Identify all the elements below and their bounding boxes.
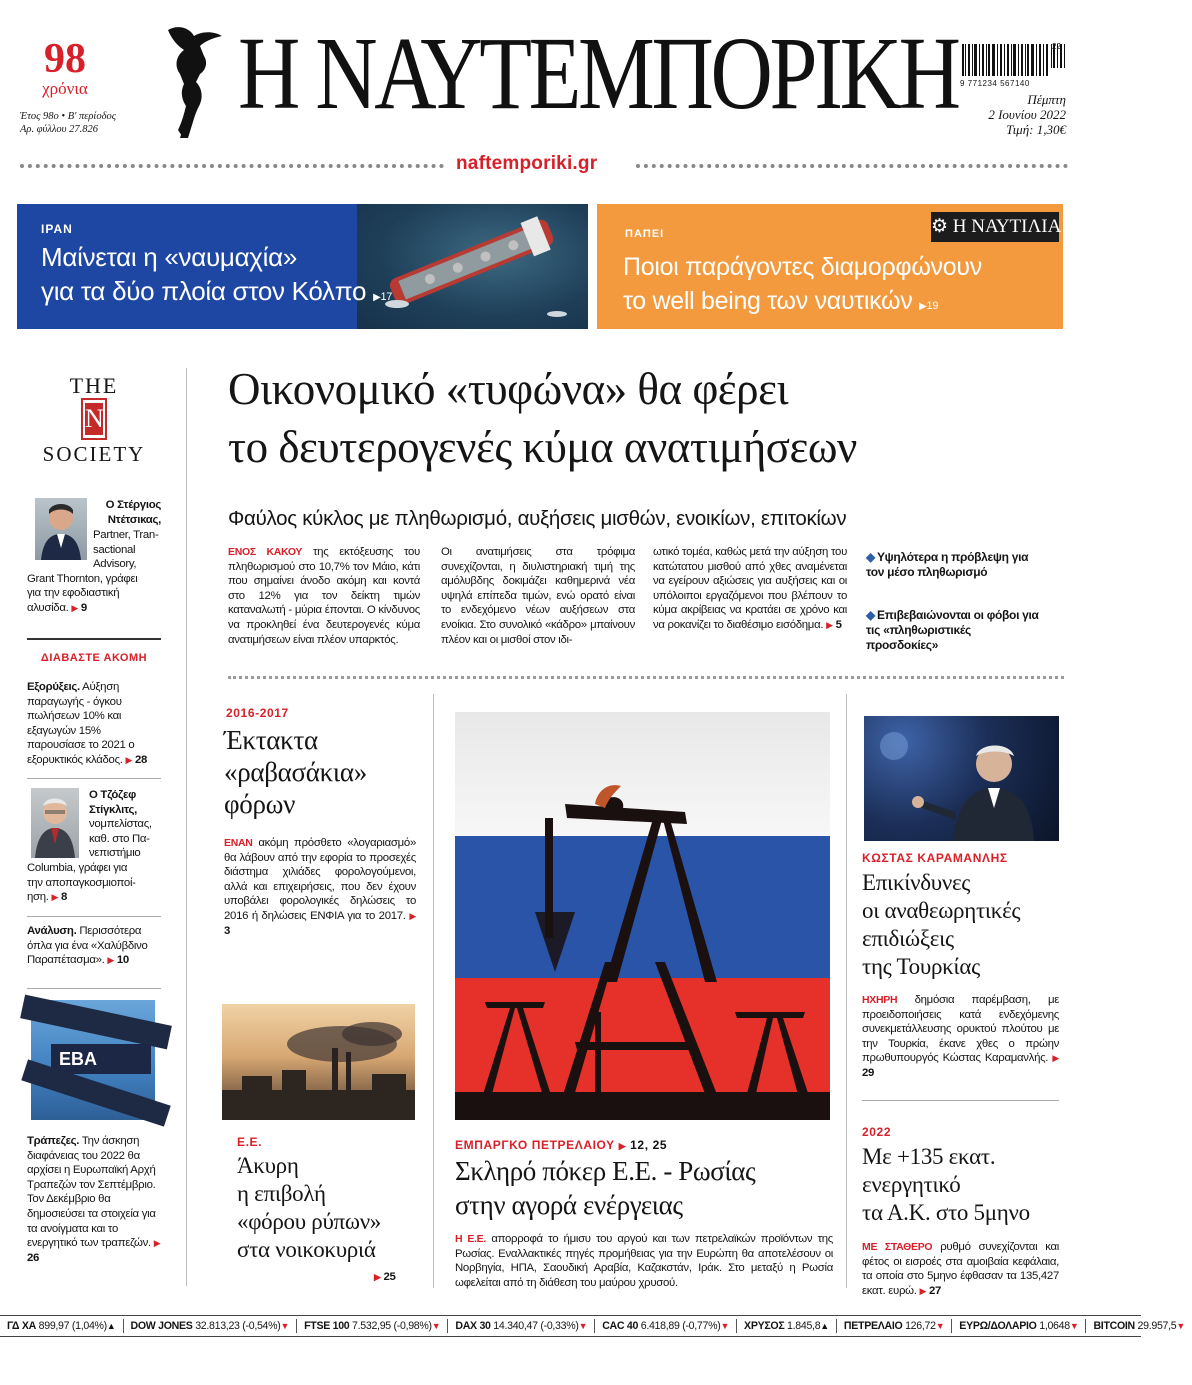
ticker-value: 29.957,5: [1137, 1320, 1177, 1332]
story-eu-headline[interactable]: [237, 1152, 381, 1264]
story-eu-headline-3: «φόρου ρύπων»: [237, 1209, 382, 1234]
column-separator-center-left: [433, 694, 434, 1288]
ticker-item: [124, 1319, 298, 1333]
story-tax-kicker: 2016-2017: [226, 706, 289, 720]
banner-iran-headline: [41, 240, 392, 315]
story-turkey-rule: [862, 1100, 1059, 1101]
banner-iran-line1: Μαίνεται η «ναυμαχία»: [41, 242, 298, 272]
issue-line-2: Αρ. φύλλου 27.826: [20, 124, 98, 135]
lead-headline-line1: Οικονομικό «τυφώνα» θα φέρει: [228, 364, 789, 414]
pointer-icon: ◆: [866, 608, 875, 622]
ticker-name: DOW JONES: [130, 1320, 196, 1332]
ticker-item: [952, 1319, 1086, 1333]
story-bank-text: ΜΕ ΣΤΑΘΕΡΟ ρυθμό συνεχίζονται και φέτος οι εισροές στα αμοιβαία κεφάλαια, τα οποία στο 5μηνο έφθασαν τα 135,427 εκατ. ευρώ. ▶ 27: [862, 1241, 1059, 1297]
sidebar-item-banks[interactable]: Τράπεζες. Την άσκηση διαφάνειας του 2022 θα αρχίσει η Ευρωπαϊκή Αρχή Τραπεζών τον Σεπτέμβριο. Τον Δεκέμβριο θα δημοσιεύσει τα στοιχεία για τα ανοίγματα και το ενεργητικό των τραπεζών. ▶ 26: [27, 1135, 161, 1264]
ticker-item: [1086, 1319, 1192, 1333]
banner-iran[interactable]: [17, 204, 588, 329]
eba-sign: EBA: [51, 1044, 151, 1074]
ticker-name: ΓΔ ΧΑ: [7, 1320, 39, 1332]
banner-iran-kicker: ΙΡΑΝ: [41, 222, 73, 236]
years-badge: [20, 38, 110, 98]
story-turkey-headline-3: επιδιώξεις: [862, 926, 954, 951]
ticker-item: [595, 1319, 737, 1333]
sidebar-item1-source: [27, 528, 28, 529]
story-bank-headline-3: τα Α.Κ. στο 5μηνο: [862, 1200, 1030, 1225]
years-number: 98: [44, 36, 86, 82]
story-bank-headline-2: ενεργητικό: [862, 1172, 961, 1197]
banner-shipping-headline: [623, 250, 982, 324]
ticker-value: 1.845,8: [787, 1320, 821, 1332]
read-more-label: ΔΙΑΒΑΣΤΕ ΑΚΟΜΗ: [40, 652, 148, 664]
banner-shipping-line1: Ποιοι παράγοντες διαμορφώνουν: [623, 253, 982, 281]
issue-line-1: Έτος 98ο • Β' περίοδος: [20, 111, 116, 122]
lead-column-1: ΕΝΟΣ ΚΑΚΟΥ της εκτόξευσης του πληθωρισμού στο 10,7% τον Μάιο, κάτι που σημαίνει άνοδο ακόμη και κοντά στο 12% για τον δείκτη τιμών καταναλωτή - μύρια έπονται. Ο κίνδυνος να προκληθεί ένα δευτερογενές κύμα ανατιμήσεων είναι πλέον υπαρκτός.: [228, 546, 420, 646]
pointer-icon: ◆: [866, 550, 875, 564]
lead-headline-line2: το δευτερογενές κύμα ανατιμήσεων: [228, 422, 857, 472]
barcode-digits: 9 771234 567140: [960, 79, 1030, 88]
ticker-item: [0, 1319, 124, 1333]
story-tax-headline-1: Έκτακτα: [224, 725, 318, 755]
ticker-value: 32.813,23 (-0,54%): [195, 1320, 281, 1332]
years-word: χρόνια: [42, 79, 88, 98]
lead-bullet-1: ◆ Υψηλότερα η πρόβλεψη για τον μέσο πληθωρισμό: [866, 550, 1029, 579]
story-turkey-text: ΗΧΗΡΗ δημόσια παρέμβαση, με προειδοποιήσεις κατά ενδεχόμενης συνεκμετάλλευσης ορυκτού πλούτου με την Τουρκία, έκανε χθες ο πρώην πρωθυπουργός Κώστας Καραμανλής. ▶ 29: [862, 994, 1059, 1079]
arrow-down-icon: ▼: [1069, 1321, 1079, 1331]
oil-pump-photo: [455, 712, 830, 1120]
ticker-value: 126,72: [905, 1320, 936, 1332]
society-logo[interactable]: [27, 374, 161, 468]
date-block: [960, 92, 1066, 137]
story-eu-headline-1: Άκυρη: [237, 1153, 299, 1178]
masthead-title: Η ΝΑΥΤΕΜΠΟΡΙΚΗ: [238, 16, 958, 131]
lead-headline[interactable]: [228, 360, 1068, 476]
sidebar-divider-4: [27, 988, 161, 989]
story-tax-headline-2: «ραβασάκια»: [224, 757, 367, 787]
ticker-name: ΕΥΡΩ/ΔΟΛΑΡΙΟ: [959, 1320, 1040, 1332]
eba-photo: [31, 1000, 155, 1120]
sidebar-item-mining[interactable]: Εξορύξεις. Αύξηση παραγωγής - όγκου πωλήσεων 10% και εξαγωγών 15% παρουσίασε το 2021 ο εξορυκτικός κλάδος. ▶ 28: [27, 681, 148, 766]
issue-info: [20, 110, 116, 136]
website-link[interactable]: naftemporiki.gr: [456, 153, 598, 174]
ticker-value: 899,97 (1,04%): [38, 1320, 107, 1332]
sidebar-divider-1: [27, 638, 161, 640]
arrow-up-icon: ▲: [820, 1321, 829, 1331]
banner-shipping[interactable]: [597, 204, 1063, 329]
ticker-value: 6.418,89 (-0,77%): [640, 1320, 721, 1332]
ticker-item: [448, 1319, 595, 1333]
story-turkey-kicker: ΚΩΣΤΑΣ ΚΑΡΑΜΑΝΛΗΣ: [862, 851, 1008, 865]
sidebar-item-stiglitz[interactable]: Ο Τζόζεφ Στίγκλιτς, νομπελίστας, καθ. στο Πα- νεπιστήμιο Columbia, γράφει για την αποπαγκοσμιοποί- ηση. ▶ 8: [27, 789, 152, 904]
lead-subhead: Φαύλος κύκλος με πληθωρισμό, αυξήσεις μισθών, ενοικίων, επιτοκίων: [228, 507, 847, 530]
story-turkey-headline[interactable]: [862, 869, 1020, 981]
banner-iran-line2: για τα δύο πλοία στον Κόλπο ▶17: [41, 276, 393, 306]
sidebar-divider-3: [27, 916, 161, 917]
ticker-value: 1,0648: [1039, 1320, 1070, 1332]
arrow-down-icon: ▼: [720, 1321, 730, 1331]
arrow-down-icon: ▼: [935, 1321, 945, 1331]
sidebar-item-detsikas-text: Partner, Tran- sactional Advisory, Grant Thornton, γράφει για την εφοδιαστική αλυσίδα. ▶ 9: [27, 529, 159, 614]
arrow-down-icon: ▼: [578, 1321, 588, 1331]
story-oil-headline-2: στην αγορά ενέργειας: [455, 1190, 683, 1220]
ship-wheel-icon: ⚙: [931, 216, 949, 237]
issue-day: Πέμπτη: [1027, 92, 1066, 107]
ticker-value: 7.532,95 (-0,98%): [352, 1320, 432, 1332]
banner-shipping-kicker: ΠΑΠΕΙ: [625, 228, 665, 240]
story-oil-headline[interactable]: [455, 1154, 755, 1222]
banner-shipping-line2: το well being των ναυτικών ▶19: [623, 287, 939, 315]
society-logo-n: N: [81, 398, 107, 440]
story-tax-headline[interactable]: [224, 724, 367, 820]
story-bank-headline[interactable]: [862, 1143, 1030, 1227]
story-bank-headline-1: Με +135 εκατ.: [862, 1144, 996, 1169]
ticker-name: FTSE 100: [304, 1320, 353, 1332]
story-turkey-headline-2: οι αναθεωρητικές: [862, 898, 1021, 923]
arrow-down-icon: ▼: [280, 1321, 290, 1331]
market-ticker: [0, 1315, 1185, 1337]
lead-column-3: ωτικό τομέα, καθώς μετά την αύξηση του κατώτατου μισθού από χθες αναμένεται να εγείρουν αξιώσεις για αυξήσεις και οι υπόλοιποι εργαζόμενοι που βλέπουν το κύμα ακρίβειας να κρατάει σε χρόνο και να ροκανίζει το διαθέσιμο εισόδημα. ▶ 5: [653, 546, 847, 631]
hermes-logo-icon: [160, 22, 232, 140]
ticker-name: CAC 40: [602, 1320, 641, 1332]
story-tax-headline-3: φόρων: [224, 789, 296, 819]
ticker-name: ΧΡΥΣΟΣ: [744, 1320, 788, 1332]
ticker-value: 14.340,47 (-0,33%): [493, 1320, 579, 1332]
eba-banner-top: [20, 995, 172, 1050]
ticker-item: [737, 1319, 837, 1333]
society-logo-society: SOCIETY: [42, 442, 146, 466]
arrow-up-icon: ▲: [106, 1321, 116, 1331]
lead-column-2: Οι ανατιμήσεις στα τρόφιμα συνεχίζονται, η διυλιστηριακή τιμή της αμόλυβδης δοκιμάζει καθημερινά νέα υψηλά επίπεδα τιμών, ενώ ορατό είναι το ενδεχόμενο νέων αυξήσεων στα ενοίκια. Στο συνολικό «κάδρο» μπαίνουν πλέον και οι μισθοί στον ιδι-: [441, 546, 635, 646]
story-turkey-headline-1: Επικίνδυνες: [862, 870, 971, 895]
column-separator-center-right: [846, 694, 847, 1288]
sidebar: [27, 370, 161, 1285]
story-oil-kicker: ΕΜΠΑΡΓΚΟ ΠΕΤΡΕΛΑΙΟΥ ▶ 12, 25: [455, 1138, 668, 1152]
story-tax-text: ΕΝΑΝ ακόμη πρόσθετο «λογαριασμό» θα λάβουν από την εφορία το προσεχές διάστημα χιλιάδες φορολογούμενοι, αλλά και επιχειρήσεις, που δεν έχουν υποβάλει φορολογικές δηλώσεις το 2016 ή δηλώσεις ΕΝΦΙΑ για το 2017. ▶ 3: [224, 837, 416, 937]
lead-bullet-2: ◆ Επιβεβαιώνονται οι φόβοι για τις «πληθωριστικές προσδοκίες»: [866, 608, 1039, 652]
ticker-item: [837, 1319, 952, 1333]
karamanlis-photo: [864, 716, 1059, 841]
sidebar-item-analysis[interactable]: Ανάλυση. Περισσότερα όπλα για ένα «Χαλύβδινο Παραπέτασμα». ▶ 10: [27, 925, 148, 967]
sidebar-divider-2: [27, 778, 161, 779]
story-eu-headline-4: στα νοικοκυριά: [237, 1237, 376, 1262]
society-logo-the: THE: [69, 373, 119, 398]
arrow-down-icon: ▼: [1176, 1321, 1185, 1331]
story-turkey-headline-4: της Τουρκίας: [862, 954, 980, 979]
arrow-down-icon: ▼: [431, 1321, 441, 1331]
ticker-name: DAX 30: [455, 1320, 494, 1332]
lead-bottom-rule: [228, 676, 1064, 679]
sidebar-item-detsikas[interactable]: Ο Στέργιος Ντέτσικας,: [105, 499, 161, 526]
masthead-rule-left: [20, 164, 444, 168]
nautilia-badge: ⚙ Η ΝΑΥΤΙΛΙΑ: [931, 212, 1059, 242]
masthead-rule-right: [636, 164, 1068, 168]
story-bank-kicker: 2022: [862, 1125, 892, 1139]
ticker-name: BITCOIN: [1093, 1320, 1138, 1332]
story-eu-headline-2: η επιβολή: [237, 1181, 326, 1206]
story-oil-headline-1: Σκληρό πόκερ Ε.Ε. - Ρωσίας: [455, 1156, 756, 1186]
sidebar-separator: [186, 368, 187, 1286]
issue-price: Τιμή: 1,30€: [1006, 122, 1066, 137]
story-eu-page: ▶ 25: [374, 1271, 396, 1283]
sidebar-item3-source: [27, 788, 28, 789]
story-oil-text: Η Ε.Ε. απορροφά το ήμισυ του αργού και των πετρελαϊκών προϊόντων της Ρωσίας. Εναλλακτικές πηγές προμήθειας για την Ευρώπη θα αποτελέσουν οι Νορβηγία, ΗΠΑ, Σαουδική Αραβία, Καζακστάν, Ιράκ. Στο μεταξύ η Ρωσία ωφελείται από τη διάθεση του μαύρου χρυσού.: [455, 1233, 834, 1289]
ticker-item: [297, 1319, 448, 1333]
story-eu-kicker: Ε.Ε.: [237, 1135, 263, 1149]
barcode-issue: 22: [1052, 42, 1061, 51]
issue-date: 2 Ιουνίου 2022: [988, 107, 1066, 122]
ticker-name: ΠΕΤΡΕΛΑΙΟ: [843, 1320, 906, 1332]
smog-photo: [222, 1004, 415, 1120]
